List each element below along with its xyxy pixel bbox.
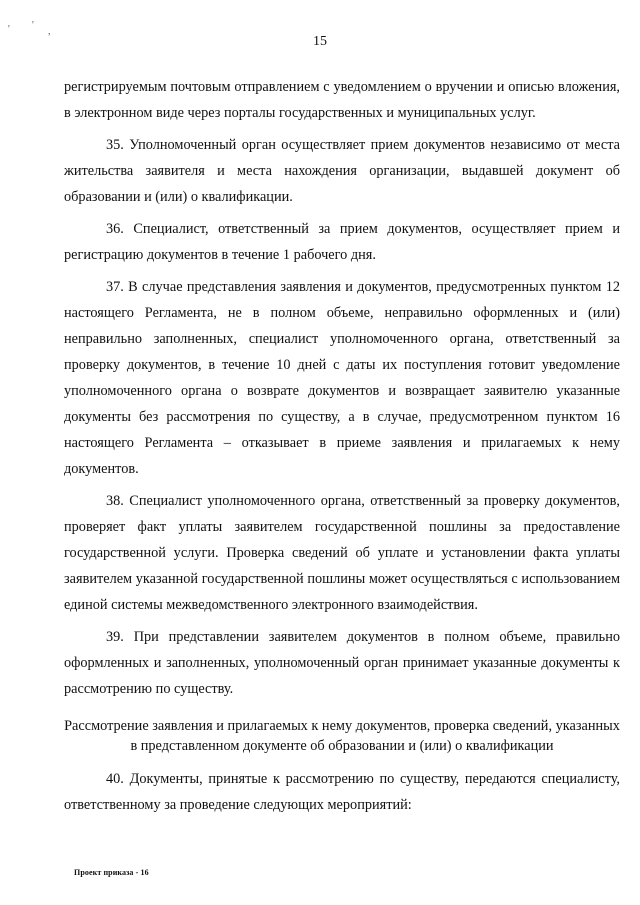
paragraph-39: 39. При представлении заявителем документов в полном объеме, правильно оформленных и заполненных, уполномоченный орган принимает указанные документы к рассмотрению по существу. xyxy=(64,629,620,697)
paragraph-35: 35. Уполномоченный орган осуществляет прием документов независимо от места жительства заявителя и места нахождения организации, выдавшей документ об образовании и (или) о квалификации. xyxy=(64,137,620,205)
document-body xyxy=(64,74,620,819)
paragraph-37: 37. В случае представления заявления и документов, предусмотренных пунктом 12 настоящего Регламента, не в полном объеме, неправильно оформленных и (или) неправильно заполненных, специалист уполномоченного органа, ответственный за проверку документов, в течение 10 дней с даты их поступления готовит уведомление уполномоченного органа о возврате документов и возвращает заявителю указанные документы без рассмотрения по существу, а в случае, предусмотренном пунктом 16 настоящего Регламента – отказывает в приеме заявления и прилагаемых к нему документов. xyxy=(64,279,620,477)
page-number: 15 xyxy=(313,34,327,49)
paragraph-36: 36. Специалист, ответственный за прием документов, осуществляет прием и регистрацию документов в течение 1 рабочего дня. xyxy=(64,221,620,263)
paragraph-continuation: регистрируемым почтовым отправлением с уведомлением о вручении и описью вложения, в электронном виде через порталы государственных и муниципальных услуг. xyxy=(64,79,620,121)
section-heading: Рассмотрение заявления и прилагаемых к нему документов, проверка сведений, указанных в представленном документе об образовании и (или) о квалификации xyxy=(64,718,620,754)
paragraph-38: 38. Специалист уполномоченного органа, ответственный за проверку документов, проверяет факт уплаты заявителем государственной пошлины за предоставление государственной услуги. Проверка сведений об уплате и установлении факта уплаты заявителем указанной государственной пошлины может осуществляться с использованием единой системы межведомственного электронного взаимодействия. xyxy=(64,493,620,613)
footer-label: Проект приказа - 16 xyxy=(74,868,149,877)
scan-artifacts: ' ' , xyxy=(8,20,51,37)
paragraph-40: 40. Документы, принятые к рассмотрению по существу, передаются специалисту, ответственному за проведение следующих мероприятий: xyxy=(64,771,620,813)
